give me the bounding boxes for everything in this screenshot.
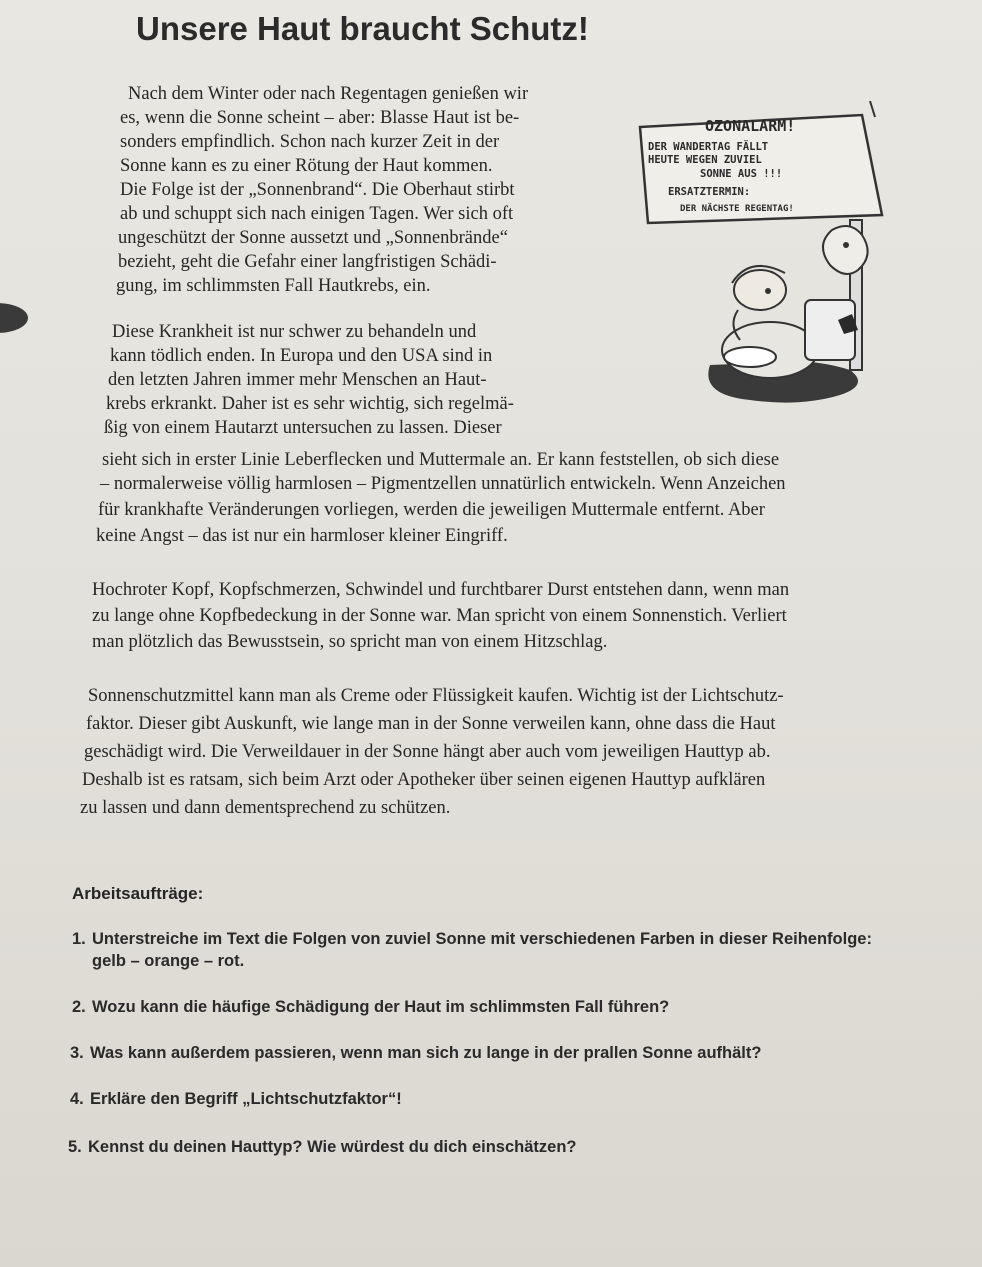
sign-line: SONNE AUS !!!	[700, 168, 783, 180]
text-line: für krankhafte Veränderungen vorliegen, werden die jeweiligen Muttermale entfernt. Aber	[98, 500, 765, 520]
sign-title: OZONALARM!	[705, 117, 796, 135]
character-head	[734, 270, 786, 310]
text-line: faktor. Dieser gibt Auskunft, wie lange man in der Sonne verweilen kann, ohne dass die Haut	[86, 714, 776, 734]
task-text: Was kann außerdem passieren, wenn man sich zu lange in der prallen Sonne aufhält?	[90, 1044, 762, 1062]
task-text: Unterstreiche im Text die Folgen von zuviel Sonne mit verschiedenen Farben in dieser Reihenfolge:	[92, 930, 872, 948]
text-line: geschädigt wird. Die Verweildauer in der Sonne hängt aber auch vom jeweiligen Hauttyp ab.	[84, 742, 771, 762]
task-number: 3.	[70, 1044, 84, 1062]
text-line: Die Folge ist der „Sonnenbrand“. Die Oberhaut stirbt	[120, 180, 515, 200]
text-line: Deshalb ist es ratsam, sich beim Arzt oder Apotheker über seinen eigenen Hauttyp aufklären	[82, 770, 766, 790]
text-line: zu lassen und dann dementsprechend zu schützen.	[80, 798, 451, 818]
text-line: Hochroter Kopf, Kopfschmerzen, Schwindel und furchtbarer Durst entstehen dann, wenn man	[92, 580, 790, 600]
task-number: 1.	[72, 930, 86, 948]
task-text: Erkläre den Begriff „Lichtschutzfaktor“!	[90, 1090, 402, 1108]
text-line: den letzten Jahren immer mehr Menschen an Haut-	[108, 370, 487, 390]
text-line: Sonne kann es zu einer Rötung der Haut kommen.	[120, 156, 493, 176]
sign-line: ERSATZTERMIN:	[668, 186, 751, 198]
task-number: 4.	[70, 1090, 84, 1108]
text-line: ab und schuppt sich nach einigen Tagen. Wer sich oft	[120, 204, 514, 224]
eye	[765, 288, 771, 294]
punch-hole	[0, 303, 28, 333]
text-line: sieht sich in erster Linie Leberflecken und Muttermale an. Er kann feststellen, ob sich diese	[102, 450, 780, 470]
task-number: 5.	[68, 1138, 82, 1156]
task-text: gelb – orange – rot.	[92, 952, 245, 970]
text-line: Sonnenschutzmittel kann man als Creme oder Flüssigkeit kaufen. Wichtig ist der Lichtschutz-	[88, 686, 784, 706]
text-line: zu lange ohne Kopfbedeckung in der Sonne war. Man spricht von einem Sonnenstich. Verliert	[92, 606, 787, 626]
text-line: krebs erkrankt. Daher ist es sehr wichtig, sich regelmä-	[106, 394, 514, 414]
text-line: ungeschützt der Sonne aussetzt und „Sonnenbrände“	[118, 228, 508, 248]
dog-eye	[843, 242, 849, 248]
page-title: Unsere Haut braucht Schutz!	[136, 10, 589, 47]
sign-tick	[870, 101, 875, 117]
text-line: gung, im schlimmsten Fall Hautkrebs, ein.	[116, 276, 431, 296]
text-line: bezieht, geht die Gefahr einer langfristigen Schädi-	[118, 252, 497, 272]
dog	[823, 226, 868, 274]
ozonalarm-cartoon	[600, 95, 900, 425]
text-line: es, wenn die Sonne scheint – aber: Blasse Haut ist be-	[120, 108, 520, 128]
plate	[724, 347, 776, 367]
sign-line: DER NÄCHSTE REGENTAG!	[680, 204, 794, 214]
text-line: sonders empfindlich. Schon nach kurzer Zeit in der	[120, 132, 500, 152]
task-number: 2.	[72, 998, 86, 1016]
text-line: keine Angst – das ist nur ein harmloser kleiner Eingriff.	[96, 526, 508, 546]
text-line: – normalerweise völlig harmlosen – Pigmentzellen unnatürlich entwickeln. Wenn Anzeichen	[100, 474, 786, 494]
task-text: Wozu kann die häufige Schädigung der Haut im schlimmsten Fall führen?	[92, 998, 670, 1016]
text-line: Diese Krankheit ist nur schwer zu behandeln und	[112, 322, 477, 342]
task-text: Kennst du deinen Hauttyp? Wie würdest du dich einschätzen?	[88, 1138, 577, 1156]
text-line: kann tödlich enden. In Europa und den USA sind in	[110, 346, 493, 366]
sign-line: DER WANDERTAG FÄLLT	[648, 141, 769, 153]
tasks-heading: Arbeitsaufträge:	[72, 884, 204, 903]
text-line: man plötzlich das Bewusstsein, so spricht man von einem Hitzschlag.	[92, 632, 608, 652]
sign-line: HEUTE WEGEN ZUVIEL	[648, 154, 762, 166]
text-line: ßig von einem Hautarzt untersuchen zu lassen. Dieser	[104, 418, 502, 438]
text-line: Nach dem Winter oder nach Regentagen genießen wir	[128, 84, 529, 104]
